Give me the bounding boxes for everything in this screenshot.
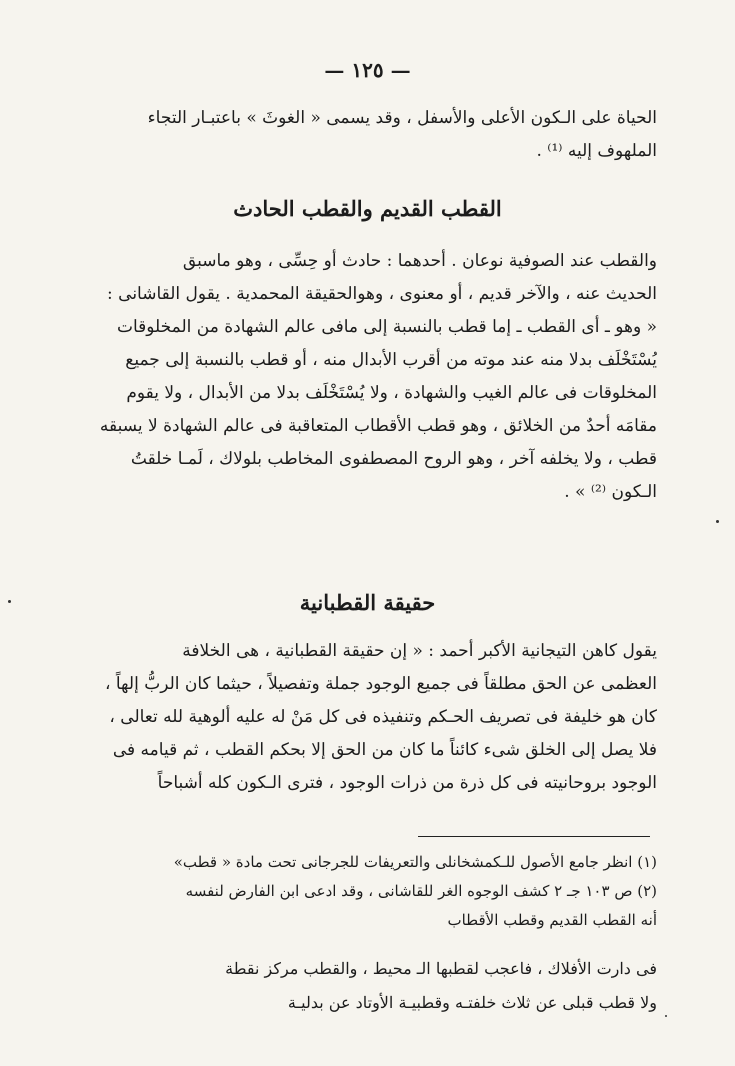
- footnote-line: (٢) ص ١٠٣ جـ ٢ كشف الوجوه الغر للقاشانى ، وقد ادعى ابن الفارض لنفسه: [185, 882, 657, 900]
- text-line: المخلوقات فى عالم الغيب والشهادة ، ولا يُسْتَخْلَف بدلا من الأبدال ، ولا يقوم: [126, 383, 657, 403]
- text-line: الحياة على الـكون الأعلى والأسفل ، وقد يسمى « الغوثَ » باعتبـار التجاء: [147, 108, 657, 128]
- text-line: الحديث عنه ، والآخر قديم ، أو معنوى ، وهوالحقيقة المحمدية . يقول القاشانى :: [107, 284, 657, 304]
- scan-speck: [665, 1015, 667, 1017]
- text-line: الوجود بروحانيته فى كل ذرة من ذرات الوجود ، فترى الـكون كله أشباحاً: [157, 773, 657, 793]
- text-line: الملهوف إليه ⁽¹⁾ .: [536, 141, 657, 161]
- text-line: فلا يصل إلى الخلق شىء كائناً ما كان من الحق إلا بحكم القطب ، ثم قيامه فى: [112, 740, 657, 760]
- section-heading: القطب القديم والقطب الحادث: [233, 196, 502, 221]
- footnote-line: أنه القطب القديم وقطب الأقطاب: [447, 911, 657, 929]
- scan-speck: [8, 600, 11, 603]
- section-heading: حقيقة القطبانية: [299, 590, 436, 615]
- footnotes: [92, 848, 657, 935]
- intro-paragraph: [92, 102, 657, 168]
- text-line: قطب ، ولا يخلفه آخر ، وهو الروح المصطفوى المخاطب بلولاك ، لَمـا خلقتُ: [130, 449, 657, 469]
- text-line: والقطب عند الصوفية نوعان . أحدهما : حادث أو حِسِّى ، وهو ماسبق: [182, 251, 657, 271]
- verse-block: [92, 952, 657, 1020]
- footnote-divider: [418, 836, 650, 837]
- section-paragraph: [92, 245, 657, 509]
- text-line: كان هو خليفة فى تصريف الحـكم وتنفيذه فى كل مَنْ له عليه ألوهية لله تعالى ،: [109, 707, 657, 727]
- text-line: يُسْتَخْلَف بدلا منه عند موته من أقرب الأبدال منه ، أو قطب بالنسبة إلى جميع: [125, 350, 657, 370]
- scan-speck: [716, 520, 719, 523]
- text-line: « وهو ـ أى القطب ـ إما قطب بالنسبة إلى مافى عالم الشهادة من المخلوقات: [116, 317, 657, 337]
- text-line: مقامَه أحدٌ من الخلائق ، وهو قطب الأقطاب المتعاقبة فى عالم الشهادة لا يسبقه: [99, 416, 657, 436]
- verse-line: ولا قطب قبلى عن ثلاث خلفتـه وقطبيـة الأوتاد عن بدليـة: [287, 993, 657, 1012]
- text-line: العظمى عن الحق مطلقاً فى جميع الوجود جملة وتفصيلاً ، حيثما كان الربُّ إلهاً ،: [104, 674, 657, 694]
- text-line: الـكون ⁽²⁾ » .: [564, 482, 657, 502]
- page-number: — ١٢٥ —: [324, 58, 411, 82]
- footnote-line: (١) انظر جامع الأصول للـكمشخانلى والتعريفات للجرجانى تحت مادة « قطب»: [173, 853, 657, 871]
- text-line: يقول كاهن التيجانية الأكبر أحمد : « إن حقيقة القطبانية ، هى الخلافة: [182, 641, 657, 661]
- section-paragraph: [92, 635, 657, 800]
- verse-line: فى دارت الأفلاك ، فاعجب لقطبها الـ محيط ، والقطب مركز نقطة: [225, 959, 657, 978]
